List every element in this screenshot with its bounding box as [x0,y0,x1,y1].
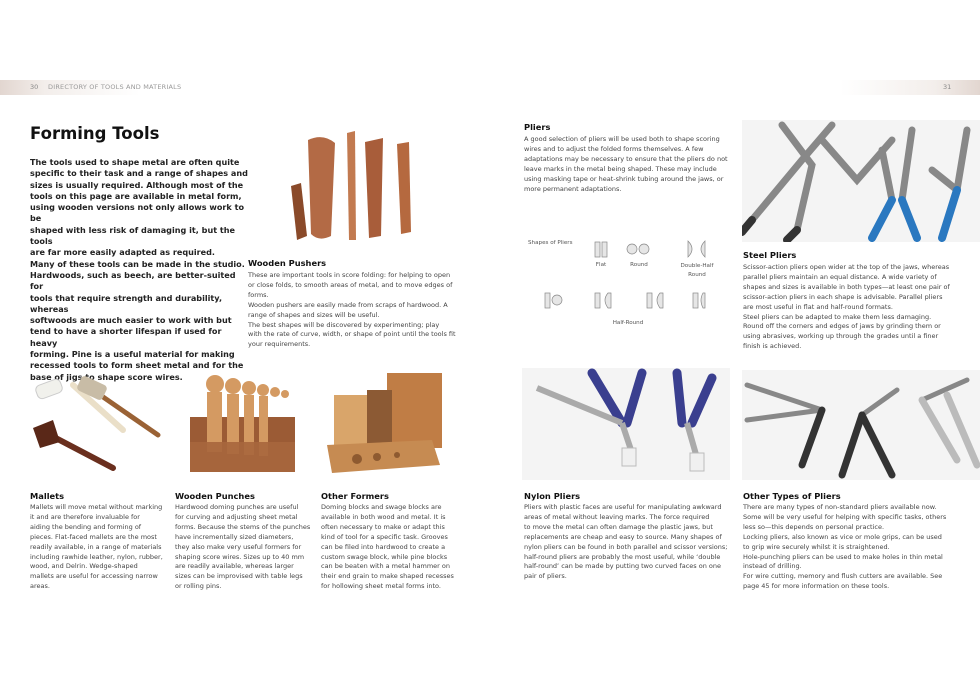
steel-pliers-heading: Steel Pliers [743,250,797,260]
other-pliers-heading: Other Types of Pliers [743,491,841,501]
diagram-label-flat: Flat [595,262,607,268]
nylon-pliers-text: Pliers with plastic faces are useful for manipulating awkward areas of metal without leaving marks. The force required to move the metal can often damage the plastic jaws, but replacements are cheap and easy to source. Many shapes of nylon pliers can be found in both parallel and scissor versions; half-round pliers are probably the most useful, while ‘double half-round’ can be made by putting two curved faces on one pair of pliers. [524,503,728,581]
other-formers-text: Doming blocks and swage blocks are available in both wood and metal. It is often necessary to make or adapt this kind of tool for a specific task. Grooves can be filed into hardwood to create a custom swage block, while pine blocks can be beaten with a metal hammer on their end grain to make shaped recesses for hollowing sheet metal forms into. [321,503,454,591]
mallets-photo [28,370,168,480]
pliers-heading: Pliers [524,122,551,132]
mallets-heading: Mallets [30,491,65,501]
steel-pliers-text: Scissor-action pliers open wider at the top of the jaws, whereas parallel pliers maintain an equal distance. A wide variety of shapes and sizes is available in both types—at least one pair of scissor-action pliers in each shape is advisable. Parallel pliers are most useful in flat and half-round formats. Steel pliers can be adapted to make them less damaging. Round off the corners and edges of jaws by grinding them or using abrasives, working up through the grades until a finer finish is achieved. [743,263,950,351]
wooden-punches-heading: Wooden Punches [175,491,255,501]
wooden-pushers-photo [283,128,423,243]
page-number-left: 30 [30,83,39,91]
page-title: Forming Tools [30,124,160,143]
wooden-punches-photo [185,372,300,482]
half-round-icon [545,293,550,308]
wooden-pushers-text: These are important tools in score folding: for helping to open or close folds, to smooth areas of metal, and to move edges of forms. Wooden pushers are easily made from scraps of hardwood. A range of shapes and sizes will be useful. The best shapes will be discovered by experimenting; play with the rate of curve, width, or shape of point until the tools fit your requirements. [248,271,456,349]
diagram-label-half-round: Half-Round [612,320,644,326]
diagram-label-round: Round [630,262,648,268]
other-formers-photo [322,365,447,480]
round-jaw-icon [627,244,637,254]
wooden-punches-text: Hardwood doming punches are useful for curving and adjusting sheet metal forms. Because the stems of the punches have incrementally sized diameters, they also make very useful formers for shaping score wires. Sizes up to 40 mm are readily available, whereas larger sizes can be improvised with table legs or rolling pins. [175,503,311,591]
double-half-round-icon [688,241,692,257]
pliers-text: A good selection of pliers will be used both to shape scoring wires and to adjust the folded forms themselves. A few adaptations may be necessary to ensure that the pliers do not leave marks in the metal being shaped. These may include using masking tape or heat-shrink tubing around the jaws, or more permanent adaptations. [524,135,728,193]
flat-jaw-icon [595,242,600,257]
nylon-pliers-photo [522,368,730,480]
page-number-right: 31 [943,83,952,91]
intro-text: The tools used to shape metal are often quite specific to their task and a range of shapes and sizes is usually required. Although most of the tools on this page are available in metal form, using wooden versions not only allows work to be shaped with less risk of damaging it, but the tools are far more easily adapted as required. Many of these tools can be made in the studio. Hardwoods, such as beech, are better-suited for tools that require strength and durability, whereas softwoods are much easier to work with but tend to have a shorter lifespan if used for heavy forming. Pine is a useful material for making recessed tools to form sheet metal and for the base of jigs to shape score wires. [30,157,248,382]
other-pliers-text: There are many types of non-standard pliers available now. Some will be very useful for helping with specific tasks, others less so—this depends on personal practice. Locking pliers, also known as vice or mole grips, can be used to grip wire securely whilst it is straightened. Hole-punching pliers can be used to make holes in thin metal instead of drilling. For wire cutting, memory and flush cutters are available. See page 45 for more information on these tools. [743,503,947,591]
header-band-right [490,80,980,95]
other-pliers-photo [742,370,980,480]
wooden-pushers-heading: Wooden Pushers [248,258,327,268]
other-formers-heading: Other Formers [321,491,389,501]
mallets-text: Mallets will move metal without marking it and are therefore invaluable for aiding the bending and forming of pieces. Flat-faced mallets are the most readily available, in a range of materials including rawhide leather, nylon, rubber, wood, and Delrin. Wedge-shaped mallets are useful for accessing narrow areas. [30,503,163,591]
running-head: DIRECTORY OF TOOLS AND MATERIALS [48,83,182,91]
diagram-label-double-half-round: Double-Half Round [680,263,714,278]
steel-pliers-photo [742,120,980,242]
nylon-pliers-heading: Nylon Pliers [524,491,581,501]
diagram-title: Shapes of Pliers [528,240,573,246]
